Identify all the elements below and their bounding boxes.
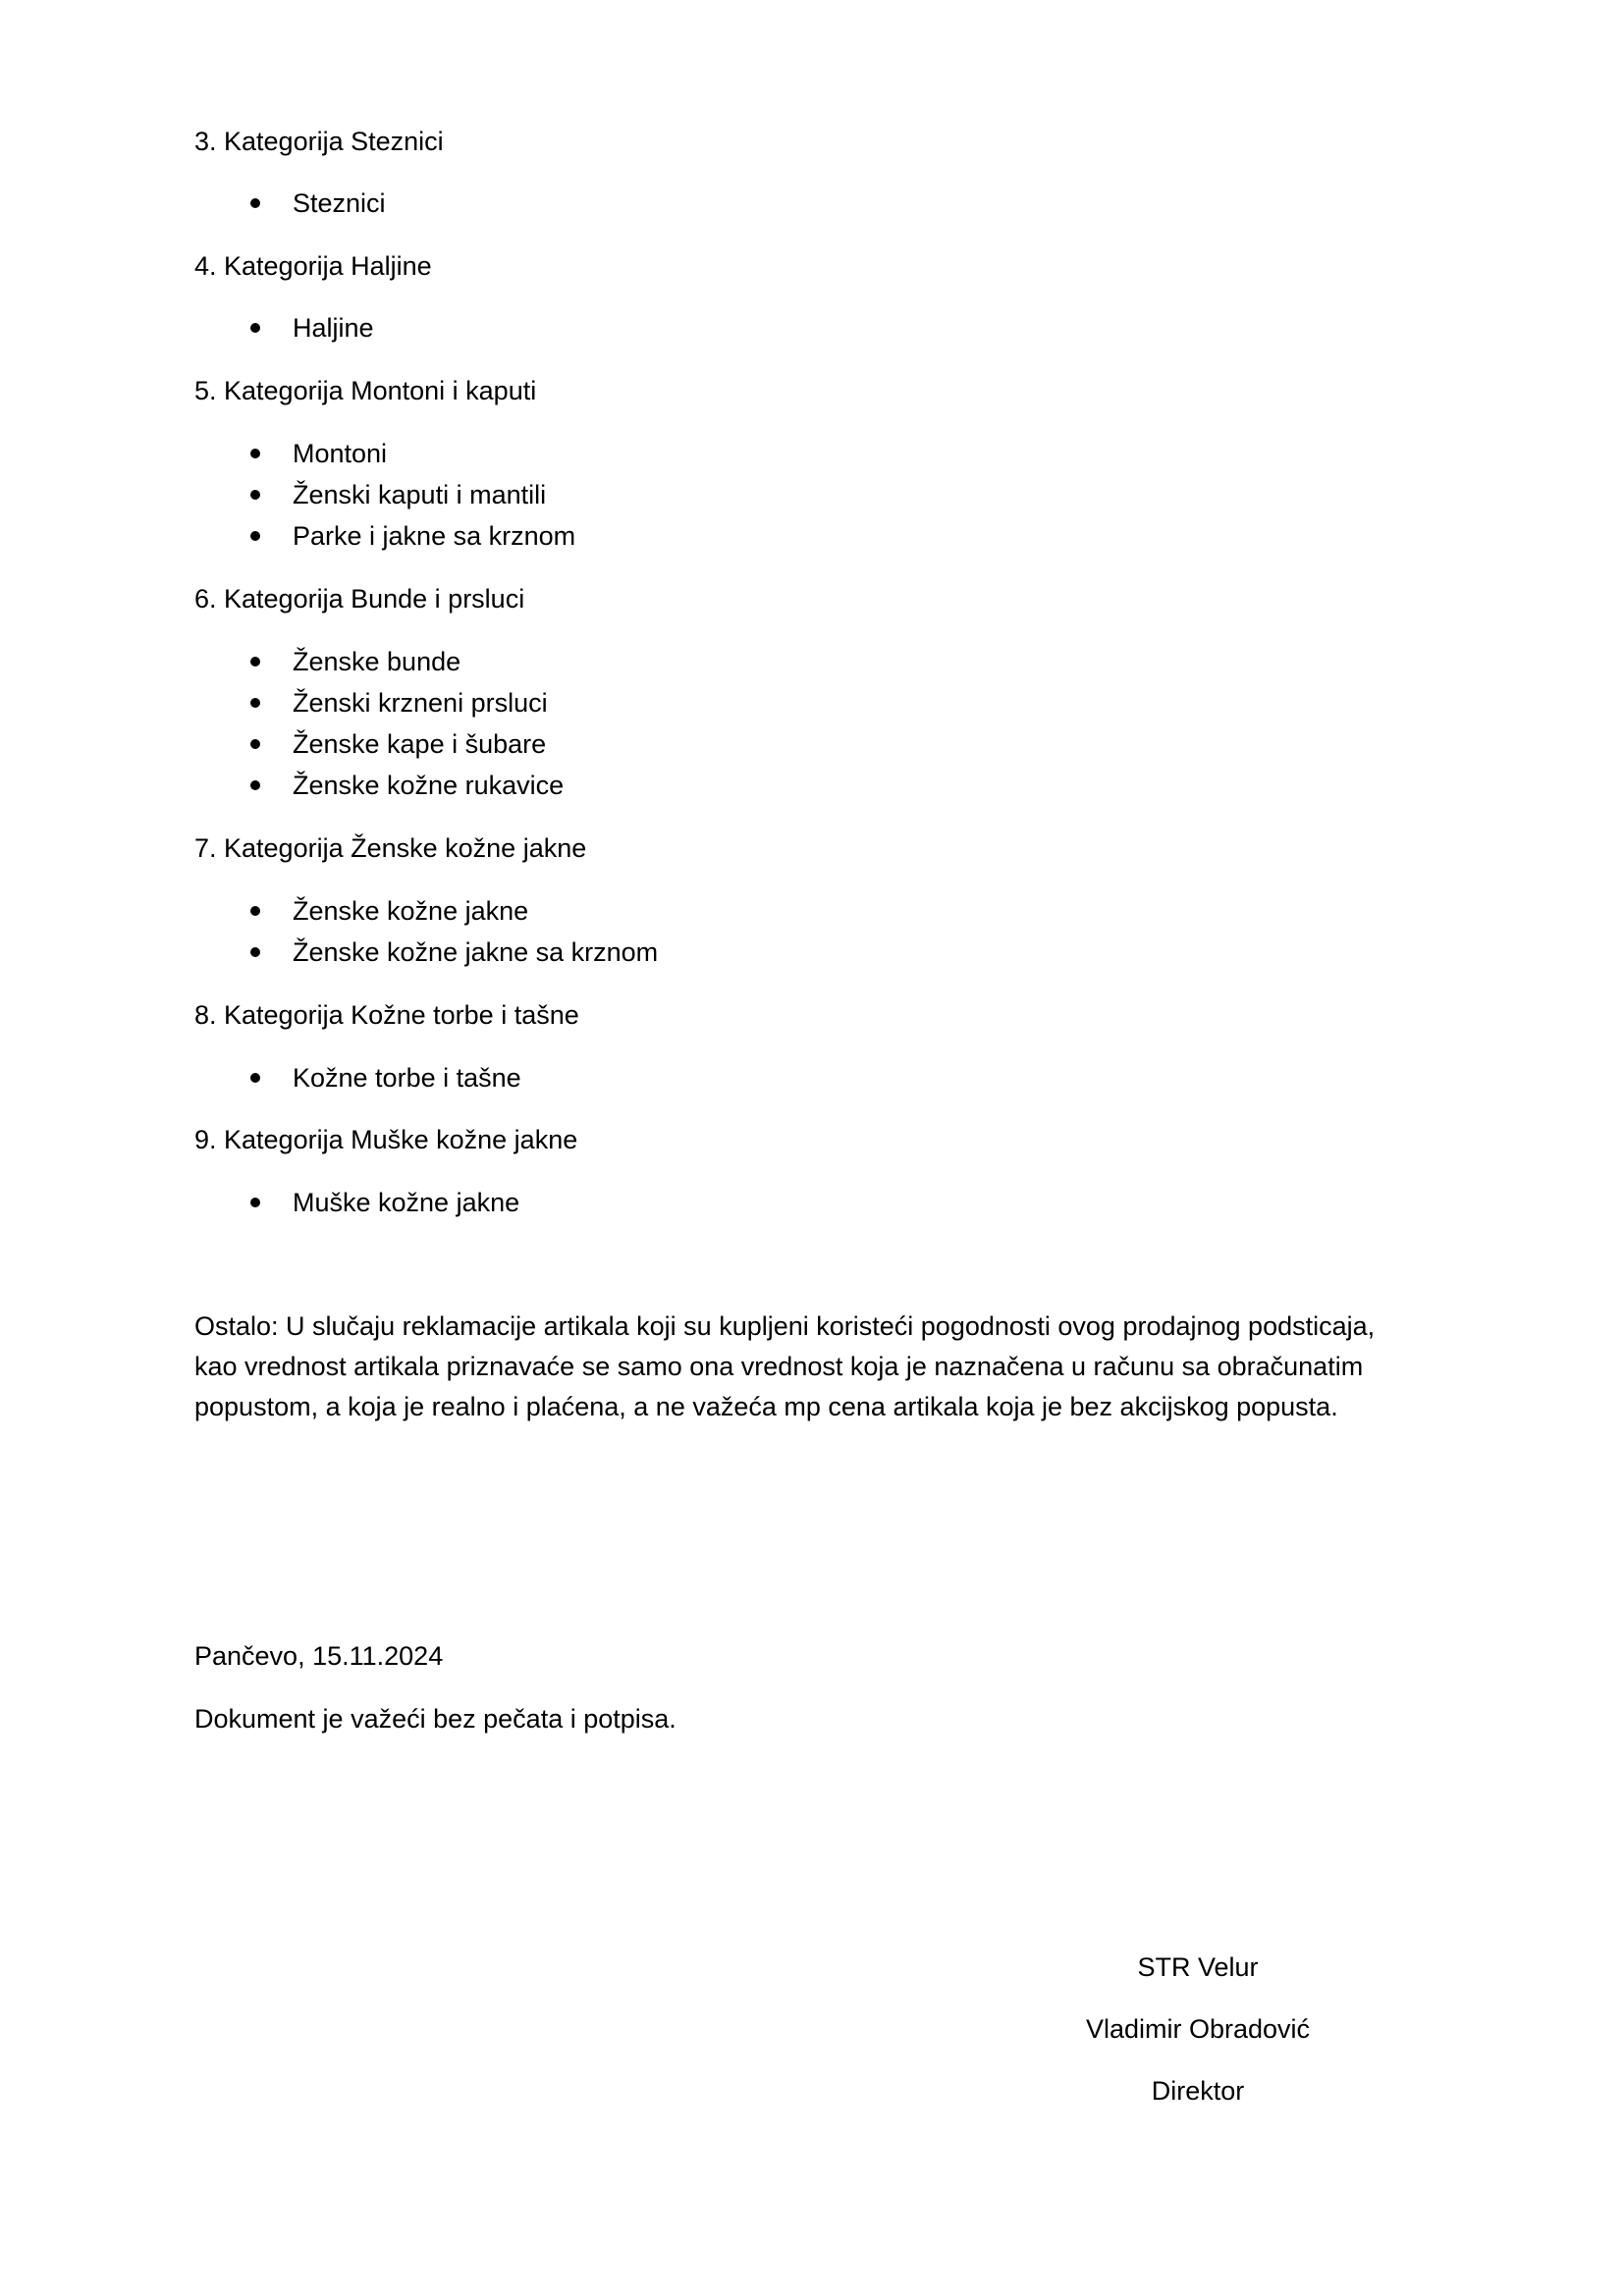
list-item-label: Ženske kožne jakne	[293, 896, 529, 926]
bullet-icon	[250, 906, 260, 916]
list-item	[194, 1057, 521, 1098]
category-heading: 6. Kategorija Bunde i prsluci	[194, 584, 525, 614]
list-item	[194, 765, 564, 806]
list-item	[194, 890, 658, 932]
list-item-label: Muške kožne jakne	[293, 1188, 520, 1217]
category-heading: 3. Kategorija Steznici	[194, 127, 444, 156]
list-item	[194, 723, 564, 765]
list-item-label: Ženske bunde	[293, 647, 461, 676]
note-line: popustom, a koja je realno i plaćena, a ne važeća mp cena artikala koja je bez akcijskog popusta.	[194, 1392, 1338, 1421]
list-item-label: Ženske kape i šubare	[293, 729, 547, 759]
bullet-icon	[250, 323, 260, 333]
bullet-icon	[250, 1198, 260, 1207]
bullet-icon	[250, 449, 260, 458]
list-item-label: Ženske kožne jakne sa krznom	[293, 937, 659, 967]
category-heading: 4. Kategorija Haljine	[194, 251, 432, 281]
signature-name: Vladimir Obradović	[1085, 2014, 1311, 2044]
list-item-label: Haljine	[293, 313, 374, 343]
category-item-list	[194, 1057, 521, 1098]
list-item	[194, 183, 386, 224]
list-item	[194, 1182, 519, 1223]
list-item-label: Montoni	[293, 439, 388, 468]
bullet-icon	[250, 490, 260, 500]
category-item-list	[194, 1182, 519, 1223]
category-item-list	[194, 307, 374, 348]
signature-title: Direktor	[1151, 2076, 1245, 2106]
category-heading: 8. Kategorija Kožne torbe i tašne	[194, 1000, 579, 1030]
category-heading: 5. Kategorija Montoni i kaputi	[194, 376, 537, 405]
list-item-label: Parke i jakne sa krznom	[293, 521, 576, 551]
bullet-icon	[250, 739, 260, 749]
category-item-list	[194, 433, 575, 557]
bullet-icon	[250, 947, 260, 957]
category-item-list	[194, 641, 564, 806]
list-item	[194, 433, 575, 474]
list-item	[194, 682, 564, 723]
bullet-icon	[250, 780, 260, 790]
signature-company: STR Velur	[1137, 1952, 1259, 1982]
bullet-icon	[250, 698, 260, 708]
list-item-label: Ženski kaputi i mantili	[293, 480, 547, 509]
note-line: kao vrednost artikala priznavaće se samo ona vrednost koja je naznačena u računu sa obračunatim	[194, 1352, 1364, 1381]
list-item-label: Ženske kožne rukavice	[293, 771, 565, 800]
list-item-label: Kožne torbe i tašne	[293, 1063, 521, 1093]
category-item-list	[194, 183, 386, 224]
validity-note: Dokument je važeći bez pečata i potpisa.	[194, 1704, 677, 1734]
list-item-label: Steznici	[293, 188, 386, 218]
bullet-icon	[250, 198, 260, 208]
category-item-list	[194, 890, 658, 973]
list-item	[194, 932, 658, 973]
place-date: Pančevo, 15.11.2024	[194, 1641, 444, 1671]
bullet-icon	[250, 657, 260, 667]
list-item-label: Ženski krzneni prsluci	[293, 688, 548, 718]
category-heading: 7. Kategorija Ženske kožne jakne	[194, 833, 587, 863]
list-item	[194, 307, 374, 348]
list-item	[194, 515, 575, 557]
category-heading: 9. Kategorija Muške kožne jakne	[194, 1125, 578, 1154]
bullet-icon	[250, 1073, 260, 1083]
note-paragraph	[194, 1307, 1461, 1427]
note-line: Ostalo: U slučaju reklamacije artikala koji su kupljeni koristeći pogodnosti ovog prodajnog podsticaja,	[194, 1311, 1376, 1341]
bullet-icon	[250, 531, 260, 541]
list-item	[194, 474, 575, 515]
list-item	[194, 641, 564, 682]
